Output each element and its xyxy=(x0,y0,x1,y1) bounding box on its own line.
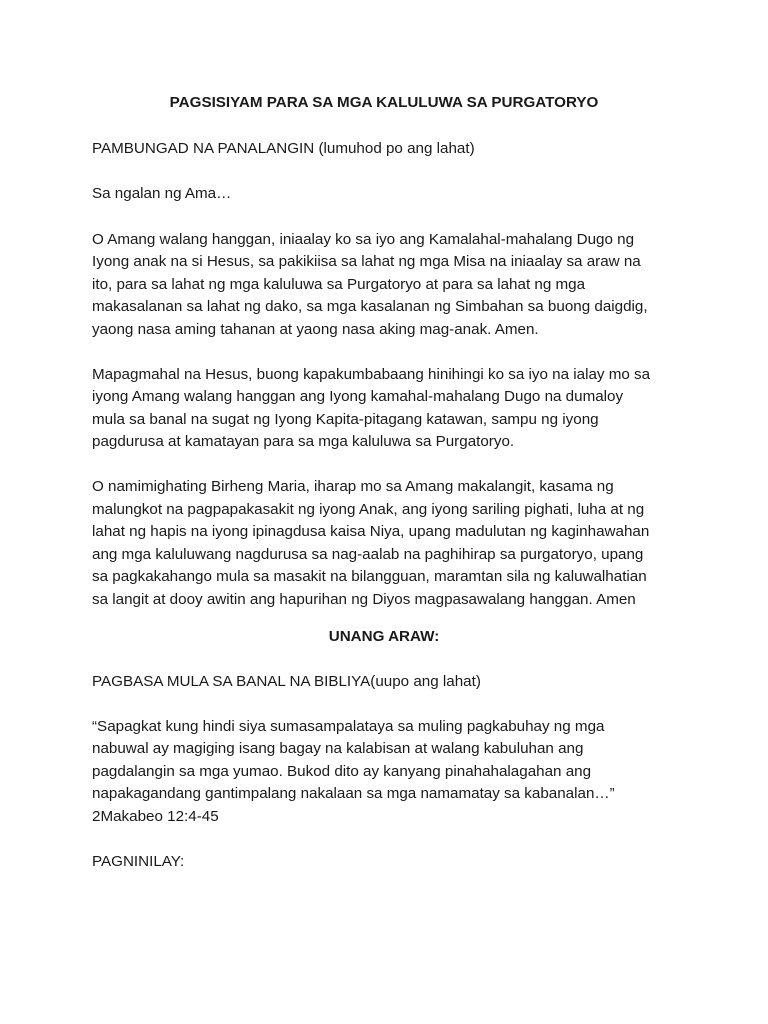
paragraph-line: ang mga kaluluwang nagdurusa sa nag-aalab na paghihirap sa purgatoryo, upang xyxy=(92,546,644,563)
quote-line: napakagandang gantimpalang nakalaan sa mga namamatay sa kabanalan…” xyxy=(92,785,615,802)
paragraph-line: malungkot na pagpapakasakit ng iyong Anak, ang iyong sariling pighati, luha at ng xyxy=(92,501,645,518)
paragraph-line: ito, para sa lahat ng mga kaluluwa sa Purgatoryo at para sa lahat ng mga xyxy=(92,276,586,293)
bible-reading-heading: PAGBASA MULA SA BANAL NA BIBLIYA(uupo ang lahat) xyxy=(92,673,481,690)
opening-prayer-heading: PAMBUNGAD NA PANALANGIN (lumuhod po ang lahat) xyxy=(92,140,475,157)
quote-line: nabuwal ay magiging isang bagay na kalabisan at walang kabuluhan ang xyxy=(92,740,584,757)
quote-line: “Sapagkat kung hindi siya sumasampalataya sa muling pagkabuhay ng mga xyxy=(92,718,605,735)
paragraph-line: makasalanan sa lahat ng dako, sa mga kasalanan ng Simbahan sa buong daigdig, xyxy=(92,298,648,315)
paragraph-line: sa pagkakahango mula sa masakit na bilangguan, maramtan sila ng kaluwalhatian xyxy=(92,568,647,585)
paragraph-line: sa langit at dooy awitin ang hapurihan ng Diyos magpasawalang hanggan. Amen xyxy=(92,591,636,608)
quote-line: pagdalangin sa mga yumao. Bukod dito ay kanyang pinahahalagahan ang xyxy=(92,763,592,780)
paragraph-line: lahat ng hapis na iyong ipinagdusa kaisa Niya, upang madulutan ng kaginhawahan xyxy=(92,523,650,540)
paragraph-line: O Amang walang hanggan, iniaalay ko sa iyo ang Kamalahal-mahalang Dugo ng xyxy=(92,231,635,248)
paragraph-line: pagdurusa at kamatayan para sa mga kaluluwa sa Purgatoryo. xyxy=(92,433,515,450)
paragraph-line: Iyong anak na si Hesus, sa pakikiisa sa lahat ng mga Misa na iniaalay sa araw na xyxy=(92,253,641,270)
paragraph-line: yaong nasa aming tahanan at yaong nasa aking mag-anak. Amen. xyxy=(92,321,539,338)
reflection-heading: PAGNINILAY: xyxy=(92,853,185,870)
day-heading: UNANG ARAW: xyxy=(328,628,440,645)
paragraph-line: O namimighating Birheng Maria, iharap mo sa Amang makalangit, kasama ng xyxy=(92,478,614,495)
document-title: PAGSISIYAM PARA SA MGA KALULUWA SA PURGATORYO xyxy=(169,94,599,111)
scripture-citation: 2Makabeo 12:4-45 xyxy=(92,808,219,825)
sign-of-cross-line: Sa ngalan ng Ama… xyxy=(92,185,232,202)
paragraph-line: Mapagmahal na Hesus, buong kapakumbabaang hinihingi ko sa iyo na ialay mo sa xyxy=(92,366,651,383)
paragraph-line: iyong Amang walang hanggan ang Iyong kamahal-mahalang Dugo na dumaloy xyxy=(92,388,624,405)
paragraph-line: mula sa banal na sugat ng Iyong Kapita-pitagang katawan, sampu ng iyong xyxy=(92,411,599,428)
